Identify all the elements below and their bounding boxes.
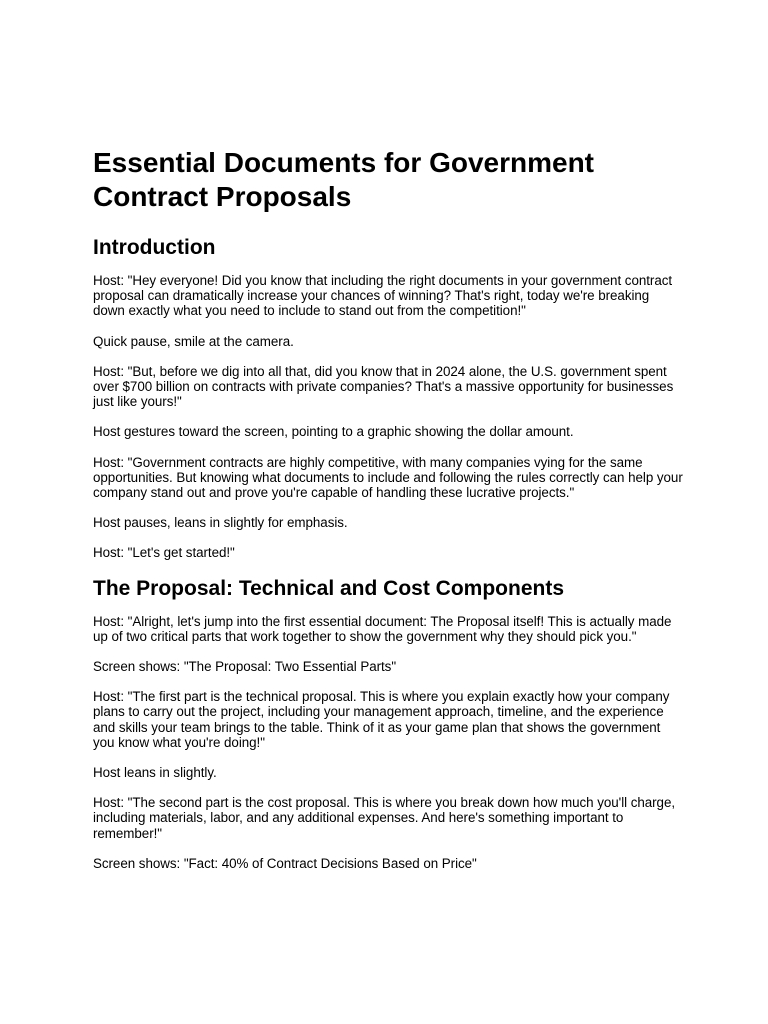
section-heading-proposal: The Proposal: Technical and Cost Components <box>93 576 564 600</box>
intro-paragraph-6: Host pauses, leans in slightly for emphasis. <box>93 515 348 531</box>
intro-paragraph-7: Host: "Let's get started!" <box>93 545 235 561</box>
document-page <box>93 146 683 886</box>
intro-paragraph-5: Host: "Government contracts are highly competitive, with many companies vying for the same opportunities. But knowing what documents to include and following the rules correctly can help your company stand out and prove you're capable of handling these lucrative projects." <box>93 454 683 501</box>
intro-paragraph-2: Quick pause, smile at the camera. <box>93 333 294 349</box>
document-title: Essential Documents for Government Contract Proposals <box>93 147 595 212</box>
proposal-paragraph-2: Screen shows: "The Proposal: Two Essential Parts" <box>93 659 397 675</box>
proposal-paragraph-5: Host: "The second part is the cost proposal. This is where you break down how much you'll charge, including materials, labor, and any additional expenses. And here's something important to remember!" <box>93 795 676 841</box>
proposal-paragraph-1: Host: "Alright, let's jump into the first essential document: The Proposal itself! This is actually made up of two critical parts that work together to show the government why they should pick you." <box>93 613 672 644</box>
proposal-paragraph-4: Host leans in slightly. <box>93 765 217 781</box>
intro-paragraph-4: Host gestures toward the screen, pointing to a graphic showing the dollar amount. <box>93 424 574 440</box>
section-heading-introduction: Introduction <box>93 236 216 259</box>
proposal-paragraph-3: Host: "The first part is the technical proposal. This is where you explain exactly how your company plans to carry out the project, including your management approach, timeline, and the experience and skills your team brings to the table. Think of it as your game plan that shows the government you know what you're doing!" <box>93 689 670 750</box>
intro-paragraph-3: Host: "But, before we dig into all that, did you know that in 2024 alone, the U.S. government spent over $700 billion on contracts with private companies? That's a massive opportunity for businesses just like yours!" <box>93 363 674 410</box>
proposal-paragraph-6: Screen shows: "Fact: 40% of Contract Decisions Based on Price" <box>93 855 477 871</box>
intro-paragraph-1: Host: "Hey everyone! Did you know that including the right documents in your government contract proposal can dramatically increase your chances of winning? That's right, today we're breaking down exactly what you need to include to stand out from the competition!" <box>93 273 673 319</box>
